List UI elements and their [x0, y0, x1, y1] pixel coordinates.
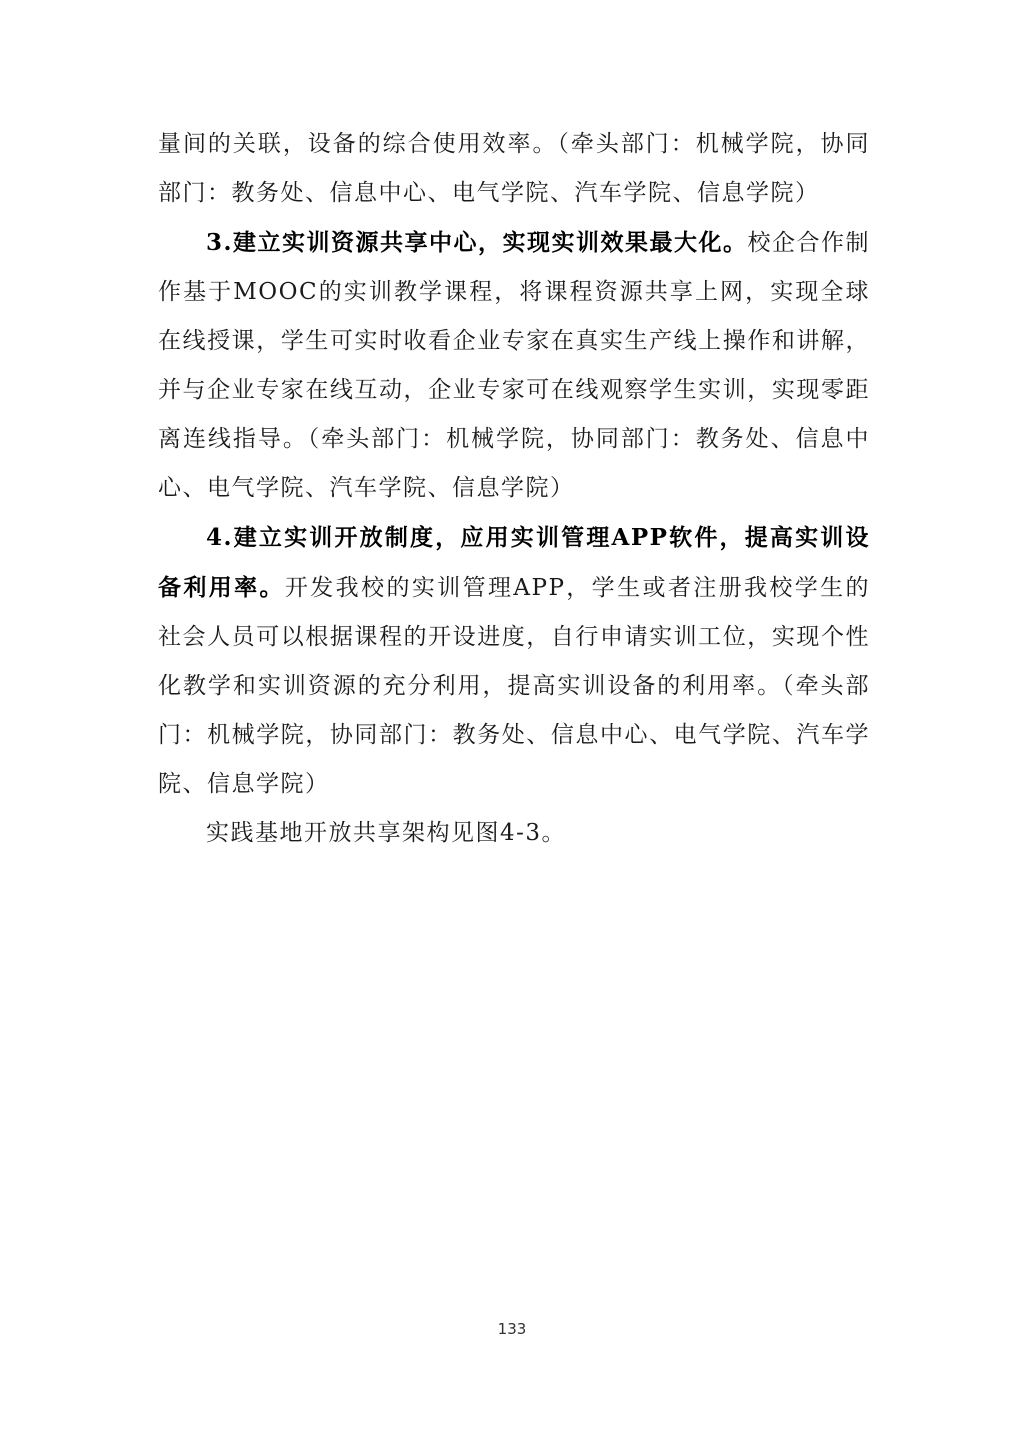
paragraph-continuation: 量间的关联，设备的综合使用效率。（牵头部门：机械学院，协同部门：教务处、信息中心、电气学院、汽车学院、信息学院） — [158, 131, 870, 206]
paragraph-closing: 实践基地开放共享架构见图4-3。 — [206, 820, 567, 846]
body-text — [158, 120, 870, 858]
item-3-body: 校企合作制作基于MOOC的实训教学课程，将课程资源共享上网，实现全球在线授课，学生可实时收看企业专家在真实生产线上操作和讲解，并与企业专家在线互动，企业专家可在线观察学生实训，实现零距离连线指导。（牵头部门：机械学院，协同部门：教务处、信息中心、电气学院、汽车学院、信息学院） — [158, 230, 871, 501]
item-3-heading: 3.建立实训资源共享中心，实现实训效果最大化。 — [206, 229, 748, 256]
paragraph-item-4 — [158, 513, 870, 809]
item-4-body: 开发我校的实训管理APP，学生或者注册我校学生的社会人员可以根据课程的开设进度，自行申请实训工位，实现个性化教学和实训资源的充分利用，提高实训设备的利用率。（牵头部门：机械学院，协同部门：教务处、信息中心、电气学院、汽车学院、信息学院） — [158, 575, 871, 797]
item-4-heading: 4.建立实训开放制度，应用实训管理APP软件，提高实训设备利用率。 — [158, 524, 870, 601]
paragraph-item-3 — [158, 218, 870, 513]
page-number: 133 — [497, 1320, 527, 1338]
